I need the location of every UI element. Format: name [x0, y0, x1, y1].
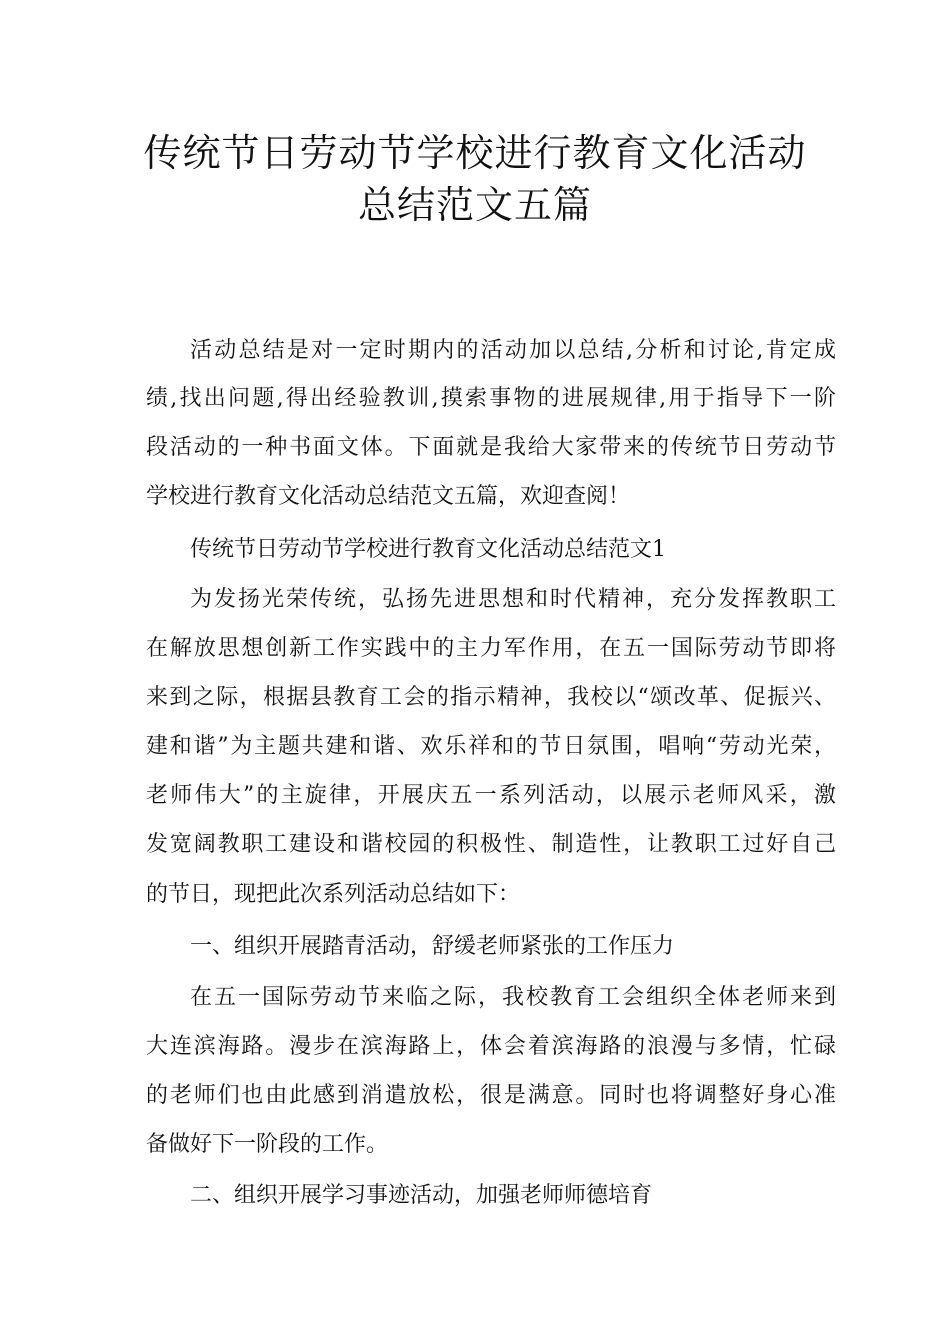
document-title-line-2: 总结范文五篇	[357, 183, 592, 227]
paragraph-line: 在五一国际劳动节来临之际，我校教育工会组织全体老师来到	[190, 985, 836, 1010]
paragraph-line: 为发扬光荣传统，弘扬先进思想和时代精神，充分发挥教职工	[190, 587, 836, 612]
intro-line: 学校进行教育文化活动总结范文五篇，欢迎查阅！	[146, 484, 631, 509]
subheading-2: 二、组织开展学习事迹活动，加强老师师德培育	[190, 1183, 653, 1208]
paragraph-line: 发宽阔教职工建设和谐校园的积极性、制造性，让教职工过好自己	[146, 832, 836, 857]
paragraph-line: 大连滨海路。漫步在滨海路上，体会着滨海路的浪漫与多情，忙碌	[146, 1034, 836, 1059]
paragraph-line: 来到之际，根据县教育工会的指示精神，我校以“颂改革、促振兴、	[146, 685, 836, 710]
paragraph-line: 备做好下一阶段的工作。	[146, 1132, 389, 1157]
intro-line: 段活动的一种书面文体。下面就是我给大家带来的传统节日劳动节	[146, 435, 836, 460]
paragraph-line: 的老师们也由此感到消遣放松，很是满意。同时也将调整好身心准	[146, 1083, 836, 1108]
paragraph-line: 建和谐”为主题共建和谐、欢乐祥和的节日氛围，唱响“劳动光荣，	[146, 734, 836, 759]
paragraph-line: 在解放思想创新工作实践中的主力军作用，在五一国际劳动节即将	[146, 636, 836, 661]
section-heading: 传统节日劳动节学校进行教育文化活动总结范文1	[190, 537, 666, 562]
subheading-1: 一、组织开展踏青活动，舒缓老师紧张的工作压力	[190, 934, 675, 959]
intro-line: 绩,找出问题,得出经验教训,摸索事物的进展规律,用于指导下一阶	[146, 386, 836, 411]
paragraph-line: 的节日，现把此次系列活动总结如下：	[146, 882, 521, 907]
intro-line: 活动总结是对一定时期内的活动加以总结,分析和讨论,肯定成	[190, 338, 836, 363]
paragraph-line: 老师伟大”的主旋律，开展庆五一系列活动，以展示老师风采，激	[146, 783, 836, 808]
document-title-line-1: 传统节日劳动节学校进行教育文化活动	[143, 131, 807, 175]
